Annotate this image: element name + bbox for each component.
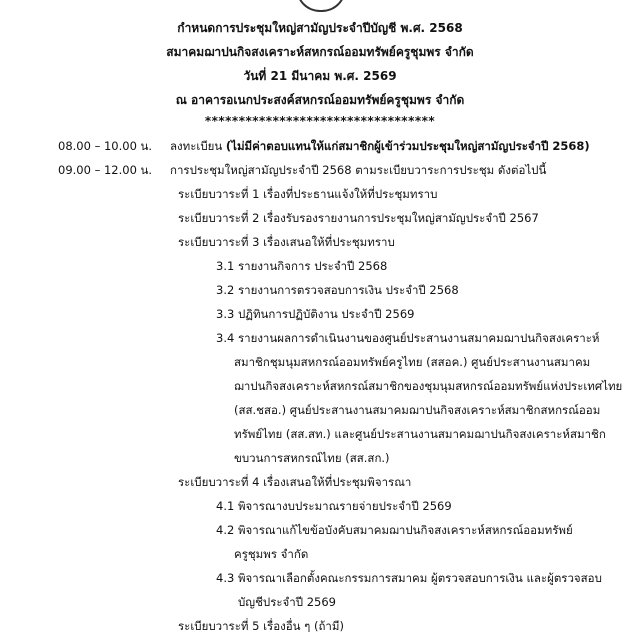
agenda-item-5: ระเบียบวาระที่ 5 เรื่องอื่น ๆ (ถ้ามี) bbox=[178, 619, 344, 633]
schedule-time-meeting: 09.00 – 12.00 น. bbox=[58, 163, 153, 177]
registration-note: (ไม่มีค่าตอบแทนให้แก่สมาชิกผู้เข้าร่วมประชุมใหญ่สามัญประจำปี 2568) bbox=[225, 139, 590, 153]
association-logo bbox=[296, 0, 346, 12]
agenda-item-4-1: 4.1 พิจารณางบประมาณรายจ่ายประจำปี 2569 bbox=[216, 499, 452, 513]
agenda-item-4: ระเบียบวาระที่ 4 เรื่องเสนอให้ที่ประชุมพิจารณา bbox=[178, 475, 412, 489]
agenda-item-2: ระเบียบวาระที่ 2 เรื่องรับรองรายงานการประชุมใหญ่สามัญประจำปี 2567 bbox=[178, 211, 539, 225]
schedule-registration bbox=[170, 138, 590, 154]
agenda-item-3: ระเบียบวาระที่ 3 เรื่องเสนอให้ที่ประชุมทราบ bbox=[178, 235, 395, 249]
schedule-meeting: การประชุมใหญ่สามัญประจำปี 2568 ตามระเบียบวาระการประชุม ดังต่อไปนี้ bbox=[170, 163, 547, 177]
header-title: กำหนดการประชุมใหญ่สามัญประจำปีบัญชี พ.ศ. 2568 bbox=[177, 21, 463, 35]
registration-label: ลงทะเบียน bbox=[170, 139, 226, 153]
agenda-item-4-3-line: 4.3 พิจารณาเลือกตั้งคณะกรรมการสมาคม ผู้ตรวจสอบการเงิน และผู้ตรวจสอบ bbox=[216, 571, 602, 585]
agenda-item-3-3: 3.3 ปฏิทินการปฏิบัติงาน ประจำปี 2569 bbox=[216, 307, 415, 321]
agenda-item-3-4-line: ทรัพย์ไทย (สส.สท.) และศูนย์ประสานงานสมาคมฌาปนกิจสงเคราะห์สมาชิก bbox=[234, 427, 606, 441]
header-venue: ณ อาคารอเนกประสงค์สหกรณ์ออมทรัพย์ครูชุมพร จำกัด bbox=[175, 93, 465, 107]
agenda-item-3-4-line: สมาชิกชุมนุมสหกรณ์ออมทรัพย์ครูไทย (สสอค.) ศูนย์ประสานงานสมาคม bbox=[234, 355, 591, 369]
agenda-item-4-3-line: บัญชีประจำปี 2569 bbox=[238, 595, 336, 609]
agenda-item-3-4-line: 3.4 รายงานผลการดำเนินงานของศูนย์ประสานงานสมาคมฌาปนกิจสงเคราะห์ bbox=[216, 331, 600, 345]
header-organization: สมาคมฌาปนกิจสงเคราะห์สหกรณ์ออมทรัพย์ครูชุมพร จำกัด bbox=[166, 45, 474, 59]
agenda-item-4-2-line: 4.2 พิจารณาแก้ไขข้อบังคับสมาคมฌาปนกิจสงเคราะห์สหกรณ์ออมทรัพย์ bbox=[216, 523, 573, 537]
agenda-item-4-2-line: ครูชุมพร จำกัด bbox=[234, 547, 309, 561]
schedule-time-registration: 08.00 – 10.00 น. bbox=[58, 139, 153, 153]
agenda-item-3-2: 3.2 รายงานการตรวจสอบการเงิน ประจำปี 2568 bbox=[216, 283, 459, 297]
agenda-item-3-4-line: ขบวนการสหกรณ์ไทย (สส.สก.) bbox=[234, 451, 390, 465]
agenda-item-3-4-line: (สส.ชสอ.) ศูนย์ประสานงานสมาคมฌาปนกิจสงเคราะห์สมาชิกสหกรณ์ออม bbox=[234, 403, 601, 417]
agenda-item-3-4-line: ฌาปนกิจสงเคราะห์สหกรณ์สมาชิกของชุมนุมสหกรณ์ออมทรัพย์แห่งประเทศไทย bbox=[234, 379, 623, 393]
header-date: วันที่ 21 มีนาคม พ.ศ. 2569 bbox=[243, 69, 397, 83]
header-separator: ********************************** bbox=[204, 114, 436, 128]
agenda-item-3-1: 3.1 รายงานกิจการ ประจำปี 2568 bbox=[216, 259, 388, 273]
agenda-item-1: ระเบียบวาระที่ 1 เรื่องที่ประธานแจ้งให้ที่ประชุมทราบ bbox=[178, 187, 438, 201]
